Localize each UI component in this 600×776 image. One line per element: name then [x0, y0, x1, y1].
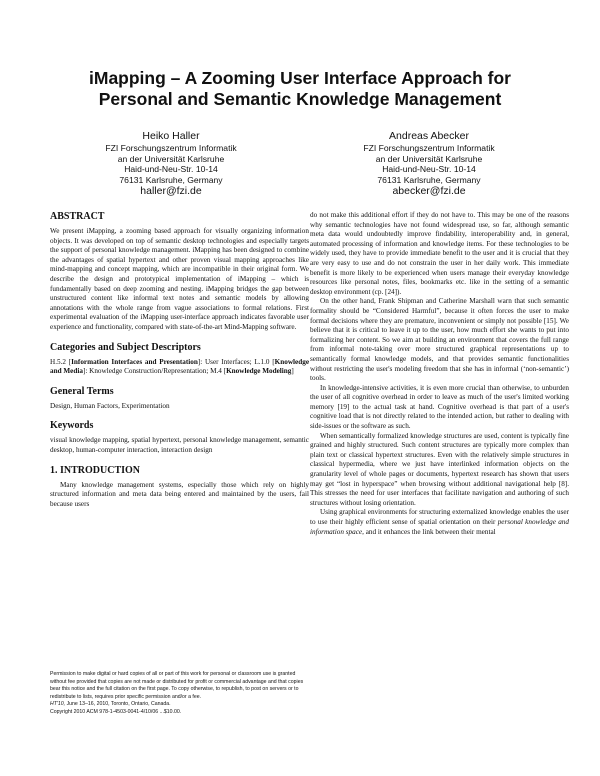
abstract-text: We present iMapping, a zooming based approach for visually organizing information objects. It was developed on top of semantic desktop technologies and especially targets the support of personal knowledge management. iMapping has been designed to combine the advantages of spatial hypertext and other proven visual mapping approaches like mind-mapping and concept mapping, which are incompatible in their original form. We describe the design and prototypical implementation of iMapping – which is fundamentally based on deep zooming and nesting. iMapping bridges the gap between unstructured content like informal text notes and semantic models by allowing annotations with the whole range from vague associations to formal relations. First experimental evaluation of the iMapping user-interface approach indicates favorable user experience and functionality, compared with state-of-the-art Mind-Mapping software. [50, 227, 309, 331]
general-terms-text: Design, Human Factors, Experimentation [50, 401, 170, 410]
author-block-2 [309, 130, 549, 198]
author-block-1 [51, 130, 291, 198]
conference-line: HT'10, June 13–16, 2010, Toronto, Ontario, Canada. [50, 701, 171, 708]
body-paragraph: When semantically formalized knowledge structures are used, content is typically fine grained and highly structured. Such content structures are typically more complex than plain text or classical hypertext structures. Even with the relatively simple structures in classical hypermedia, where we just have interlinked information objects on the granularity level of whole pages or documents, hypertext research has shown that users may get “lost in hyperspace” when browsing without additional navigational help [8]. This stresses the need for user interfaces that facilitate navigation and authoring of such structures without losing orientation. [310, 431, 569, 507]
body-paragraph: In knowledge-intensive activities, it is even more crucial than otherwise, to unburden the user of all cognitive overhead in order to leave as much of the user's limited working memory [19] to the actual task at hand. Cognitive overhead is that part of a user's cognitive load that is not directly related to the intended action, but rather to dealing with side-issues or the software as such. [310, 383, 569, 431]
categories-text: H.5.2 [Information Interfaces and Presentation]: User Interfaces; L.1.0 [Knowledge and Media]: Knowledge Construction/Representation; M.4 [Knowledge Modeling] [50, 357, 310, 376]
author-name: Andreas Abecker [389, 130, 469, 142]
introduction-heading: 1. INTRODUCTION [50, 464, 141, 476]
keywords-text: visual knowledge mapping, spatial hypertext, personal knowledge management, semantic desktop, human-computer interaction, interaction design [50, 436, 309, 454]
right-column [310, 211, 569, 537]
title-line-1: iMapping – A Zooming User Interface Approach for [89, 68, 511, 88]
author-address: Haid-und-Neu-Str. 10-14 [124, 164, 218, 174]
keywords-heading: Keywords [50, 420, 94, 432]
body-paragraph: Using graphical environments for structuring externalized knowledge enables the user to use their highly efficient sense of spatial orientation on their personal knowledge and information space, and it enhances the link between their mental [310, 508, 569, 536]
author-affiliation: FZI Forschungszentrum Informatik [363, 143, 495, 153]
author-name: Heiko Haller [142, 130, 200, 142]
general-terms-heading: General Terms [50, 385, 114, 397]
left-column [50, 211, 309, 509]
copyright-line: Copyright 2010 ACM 978-1-4503-0041-4/10/06 ...$10.00. [50, 708, 182, 715]
permission-footnote [50, 671, 308, 717]
title-line-2: Personal and Semantic Knowledge Management [98, 89, 502, 109]
author-affiliation: an der Universität Karlsruhe [375, 153, 483, 164]
author-address: Haid-und-Neu-Str. 10-14 [382, 164, 476, 174]
permission-text: Permission to make digital or hard copies of all or part of this work for personal or classroom use is granted without fee provided that copies are not made or distributed for profit or commercial advantage and that copies bear this notice and the full citation on the first page. To copy otherwise, to republish, to post on servers or to redistribute to lists, requires prior specific permission and/or a fee. [50, 671, 304, 700]
body-paragraph: do not make this additional effort if they do not have to. This may be one of the reasons why semantic technologies have not found widespread use, so far, although semantic meta data would undoubtedly improve findability, interoperability and, in general, automated processing of information and knowledge items. For these technologies to be widely used, they have to provide immediate benefit to the user and it is crucial that they are very easy to use and do not constrain the user in her daily work. This immediate benefit is more likely to be experienced when users manage their everyday knowledge resources like personal notes, files, bookmarks etc. like in the setting of a semantic desktop environment (cp. [24]). [310, 211, 569, 296]
author-city: 76131 Karlsruhe, Germany [377, 174, 481, 185]
author-email: abecker@fzi.de [392, 185, 466, 197]
author-email: haller@fzi.de [140, 185, 202, 197]
author-city: 76131 Karlsruhe, Germany [119, 174, 223, 185]
abstract-heading: ABSTRACT [50, 211, 105, 222]
author-affiliation: an der Universität Karlsruhe [117, 153, 225, 164]
body-paragraph: On the other hand, Frank Shipman and Catherine Marshall warn that such semantic formality should be “Considered Harmful”, because it often forces the user to make formal decisions where they are premature, inconvenient or simply not possible [15]. We believe that it is critical to leave it up to the user, how much effort she wants to put into formalizing her content. So we aim at building an environment that covers the full range from informal note-taking over more structured graphical representations up to semantically formal knowledge models, and that provides semantic functionalities without restricting the user's modeling freedom that she has in informal (‘non-semantic’) tools. [310, 297, 569, 383]
paper-title [50, 68, 550, 110]
author-affiliation: FZI Forschungszentrum Informatik [105, 143, 237, 153]
introduction-text: Many knowledge management systems, especially those which rely on highly structured information and meta data being entered and maintained by the users, fail because users [50, 480, 309, 508]
categories-heading: Categories and Subject Descriptors [50, 341, 201, 353]
